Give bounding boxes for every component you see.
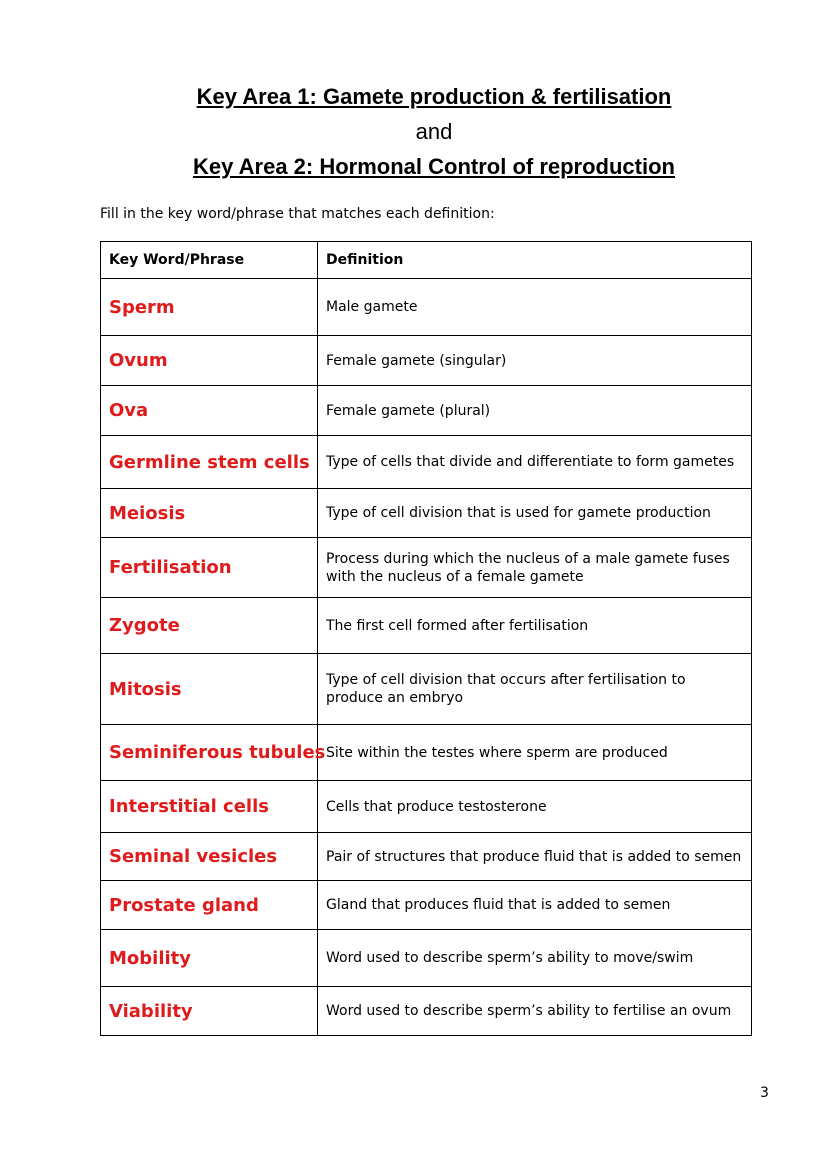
table-row: [101, 436, 752, 489]
definition-cell: Site within the testes where sperm are produced: [318, 725, 752, 781]
definition-cell: Female gamete (singular): [318, 336, 752, 386]
page-title-line-2: Key Area 2: Hormonal Control of reproduction: [192, 154, 675, 179]
definition-cell: Type of cell division that is used for gamete production: [318, 489, 752, 538]
title-connector: and: [415, 119, 453, 144]
definition-cell: The first cell formed after fertilisation: [318, 598, 752, 654]
header-definition: Definition: [318, 242, 752, 279]
term-cell: Sperm: [101, 279, 318, 336]
table-header-row: [101, 242, 752, 279]
table-row: [101, 489, 752, 538]
table-row: [101, 930, 752, 987]
vocabulary-table: [100, 241, 752, 1036]
definition-cell: Process during which the nucleus of a male gamete fuses with the nucleus of a female gamete: [318, 538, 752, 598]
definition-cell: Gland that produces fluid that is added to semen: [318, 881, 752, 930]
table-row: [101, 598, 752, 654]
table-row: [101, 538, 752, 598]
term-cell: Interstitial cells: [101, 781, 318, 833]
definition-cell: Male gamete: [318, 279, 752, 336]
table-row: [101, 279, 752, 336]
term-cell: Prostate gland: [101, 881, 318, 930]
term-cell: Ova: [101, 386, 318, 436]
table-row: [101, 781, 752, 833]
definition-cell: Female gamete (plural): [318, 386, 752, 436]
term-cell: Zygote: [101, 598, 318, 654]
term-cell: Fertilisation: [101, 538, 318, 598]
page-title-line-1: Key Area 1: Gamete production & fertilisation: [196, 84, 672, 109]
table-row: [101, 725, 752, 781]
term-cell: Ovum: [101, 336, 318, 386]
title-block: [0, 80, 828, 184]
term-cell: Viability: [101, 987, 318, 1036]
page-number: 3: [760, 1085, 769, 1101]
term-cell: Meiosis: [101, 489, 318, 538]
table-row: [101, 336, 752, 386]
table-row: [101, 833, 752, 881]
definition-cell: Type of cell division that occurs after fertilisation to produce an embryo: [318, 654, 752, 725]
term-cell: Mobility: [101, 930, 318, 987]
definition-cell: Type of cells that divide and differentiate to form gametes: [318, 436, 752, 489]
instruction-text: Fill in the key word/phrase that matches each definition:: [100, 206, 495, 222]
header-key-word: Key Word/Phrase: [101, 242, 318, 279]
definition-cell: Word used to describe sperm’s ability to move/swim: [318, 930, 752, 987]
term-cell: Seminiferous tubules: [101, 725, 318, 781]
definition-cell: Cells that produce testosterone: [318, 781, 752, 833]
table-row: [101, 654, 752, 725]
term-cell: Germline stem cells: [101, 436, 318, 489]
table-row: [101, 987, 752, 1036]
term-cell: Mitosis: [101, 654, 318, 725]
definition-cell: Pair of structures that produce fluid that is added to semen: [318, 833, 752, 881]
table-row: [101, 881, 752, 930]
table-row: [101, 386, 752, 436]
definition-cell: Word used to describe sperm’s ability to fertilise an ovum: [318, 987, 752, 1036]
term-cell: Seminal vesicles: [101, 833, 318, 881]
